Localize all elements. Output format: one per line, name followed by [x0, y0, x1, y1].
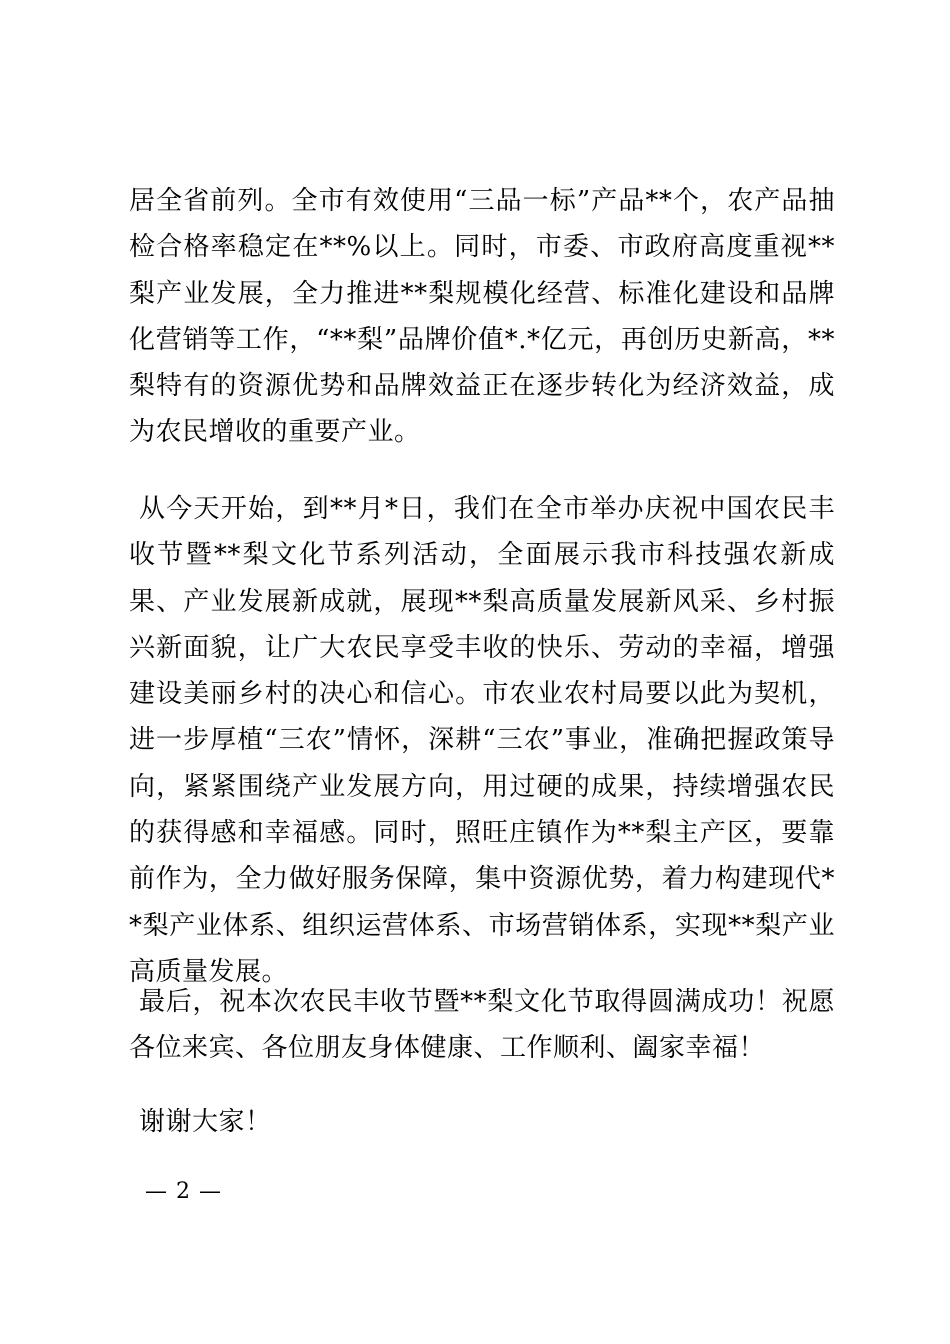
- body-paragraph: 居全省前列。全市有效使用“三品一标”产品**个，农产品抽检合格率稳定在**%以上。同时，市委、市政府高度重视**梨产业发展，全力推进**梨规模化经营、标准化建设和品牌化营销等工作，“**梨”品牌价值*.*亿元，再创历史新高，**梨特有的资源优势和品牌效益正在逐步转化为经济效益，成为农民增收的重要产业。: [129, 186, 835, 448]
- page-number: — 2 —: [145, 1179, 222, 1204]
- closing-wishes-paragraph: 最后，祝本次农民丰收节暨**梨文化节取得圆满成功！祝愿各位来宾、各位朋友身体健康、工作顺利、阖家幸福！: [129, 987, 835, 1064]
- body-paragraph: 从今天开始，到**月*日，我们在全市举办庆祝中国农民丰收节暨**梨文化节系列活动，全面展示我市科技强农新成果、产业发展新成就，展现**梨高质量发展新风采、乡村振兴新面貌，让广大农民享受丰收的快乐、劳动的幸福，增强建设美丽乡村的决心和信心。市农业农村局要以此为契机，进一步厚植“三农”情怀，深耕“三农”事业，准确把握政策导向，紧紧围绕产业发展方向，用过硬的成果，持续增强农民的获得感和幸福感。同时，照旺庄镇作为**梨主产区，要靠前作为，全力做好服务保障，集中资源优势，着力构建现代**梨产业体系、组织运营体系、市场营销体系，实现**梨产业高质量发展。: [129, 494, 835, 987]
- thanks-paragraph: 谢谢大家！: [139, 1107, 272, 1137]
